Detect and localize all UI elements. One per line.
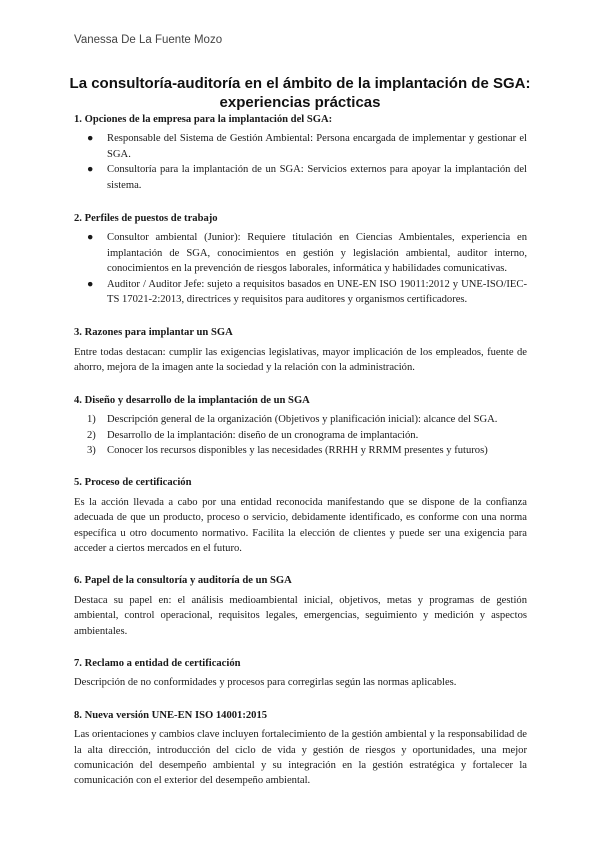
section-heading: 4. Diseño y desarrollo de la implantación de un SGA (74, 394, 310, 406)
section-heading: 5. Proceso de certificación (74, 477, 192, 489)
list-item (87, 428, 527, 443)
section-paragraph: Las orientaciones y cambios clave incluyen fortalecimiento de la gestión ambiental y la responsabilidad de la alta dirección, introducción del ciclo de vida y gestión de riesgos y oportunidades, una mejor comunicación del desempeño ambiental y su integración en la gestión estratégica y fortalecer la comunicación con el exterior del desempeño ambiental. (74, 729, 527, 787)
list-item (87, 162, 527, 193)
section-heading: 3. Razones para implantar un SGA (74, 327, 233, 339)
section-heading: 7. Reclamo a entidad de certificación (74, 657, 241, 669)
bullet-icon: ● (87, 133, 94, 145)
list-number: 1) (87, 414, 96, 426)
section-heading: 1. Opciones de la empresa para la implantación del SGA: (74, 114, 333, 125)
section-4 (74, 393, 527, 459)
list-item-text: Descripción general de la organización (Objetivos y planificación inicial): alcance del SGA. (107, 414, 498, 426)
section-1 (74, 112, 527, 193)
section-5 (74, 475, 527, 556)
section-paragraph: Entre todas destacan: cumplir las exigencias legislativas, mayor implicación de los empleados, fuente de ahorro, mejora de la imagen ante la sociedad y la relación con la administración. (74, 346, 527, 374)
section-paragraph: Es la acción llevada a cabo por una entidad reconocida manifestando que se dispone de la confianza adecuada de que un producto, proceso o servicio, debidamente identificado, es conforme con una norma específica u otro documento normativo. Facilita la elección de clientes y puede ser una exigencia para acceder a ciertos mercados en el futuro. (74, 496, 527, 554)
list-item-text: Desarrollo de la implantación: diseño de un cronograma de implantación. (107, 429, 419, 441)
section-8 (74, 708, 527, 789)
section-2 (74, 211, 527, 307)
list-item-text: Consultoría para la implantación de un SGA: Servicios externos para apoyar la implantación del sistema. (107, 164, 527, 191)
section-6 (74, 573, 527, 639)
list-item (87, 230, 527, 276)
list-item (87, 131, 527, 162)
section-3 (74, 325, 527, 375)
section-paragraph: Destaca su papel en: el análisis medioambiental inicial, objetivos, metas y programas de gestión ambiental, control operacional, requisitos legales, emergencias, seguimiento y medición y aspectos ambientales. (74, 594, 527, 637)
document-title: La consultoría-auditoría en el ámbito de la implantación de SGA: experiencias prácticas (69, 75, 531, 111)
bullet-icon: ● (87, 278, 94, 290)
list-item (87, 412, 527, 427)
numbered-list (74, 412, 527, 458)
author-name: Vanessa De La Fuente Mozo (74, 34, 223, 46)
section-heading: 8. Nueva versión UNE-EN ISO 14001:2015 (74, 709, 268, 721)
list-item (87, 277, 527, 308)
bullet-icon: ● (87, 232, 94, 244)
bullet-list (74, 131, 527, 193)
list-item (87, 443, 527, 458)
list-item-text: Auditor / Auditor Jefe: sujeto a requisitos basados en UNE-EN ISO 19011:2012 y UNE-ISO/IEC-TS 17021-2:2013, directrices y requisitos para auditores y organismos certificadores. (107, 278, 527, 306)
section-paragraph: Descripción de no conformidades y procesos para corregirlas según las normas aplicables. (74, 677, 457, 689)
section-heading: 6. Papel de la consultoría y auditoría de un SGA (74, 575, 292, 587)
document-body (74, 112, 527, 789)
list-number: 3) (87, 444, 96, 456)
bullet-list (74, 230, 527, 307)
section-7 (74, 656, 527, 691)
section-heading: 2. Perfiles de puestos de trabajo (74, 213, 218, 225)
list-item-text: Responsable del Sistema de Gestión Ambiental: Persona encargada de implementar y gestionar el SGA. (107, 133, 527, 160)
list-item-text: Consultor ambiental (Junior): Requiere titulación en Ciencias Ambientales, experiencia en implantación de SGA, conocimientos en gestión y legislación ambiental, auditor interno, conocimientos en la prevención de riesgos laborales, informática y habilidades comunicativas. (107, 232, 527, 275)
list-number: 2) (87, 429, 96, 441)
bullet-icon: ● (87, 164, 94, 176)
list-item-text: Conocer los recursos disponibles y las necesidades (RRHH y RRMM presentes y futuros) (107, 444, 488, 456)
